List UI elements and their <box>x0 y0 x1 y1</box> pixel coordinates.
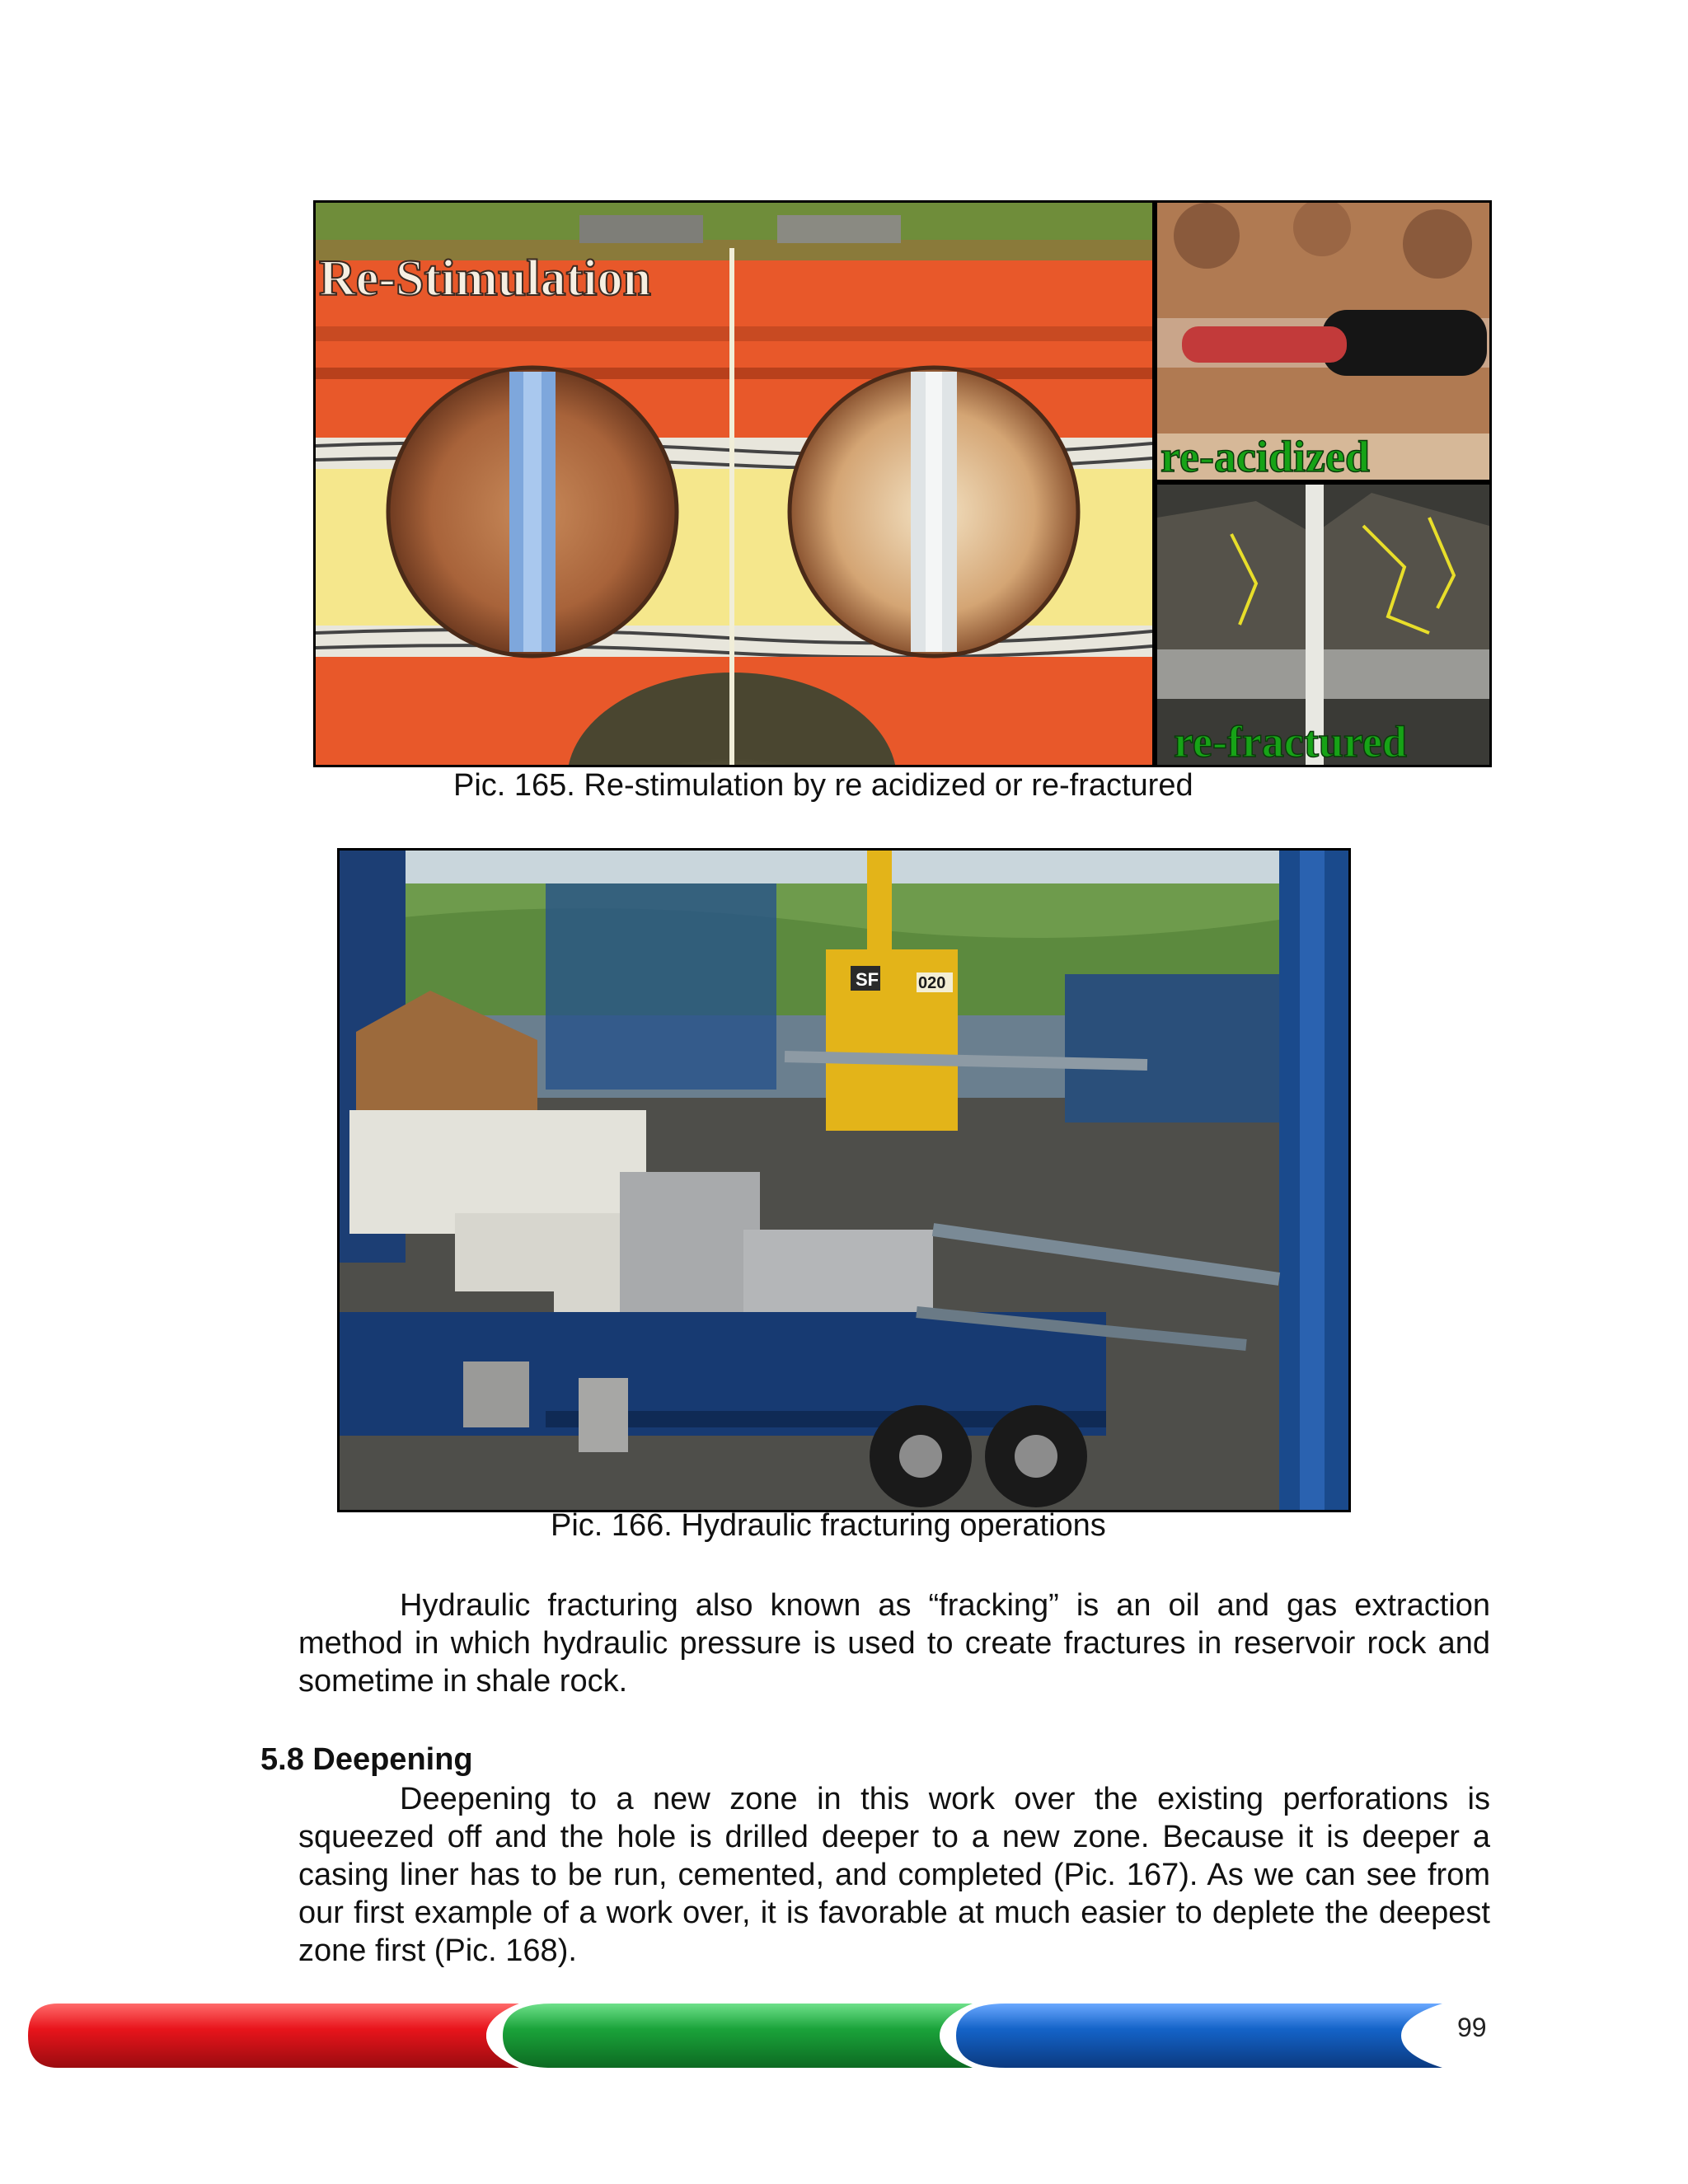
sign-unit-number: 020 <box>918 974 946 992</box>
re-stimulation-illustration <box>316 203 1152 765</box>
figure-166 <box>337 848 1351 1512</box>
re-acidized-illustration <box>1157 203 1489 480</box>
paragraph-deepening <box>298 1780 1490 1970</box>
hydraulic-fracturing-photo <box>340 851 1348 1510</box>
figure-165-caption: Pic. 165. Re-stimulation by re acidized or re-fractured <box>453 768 1193 803</box>
re-fractured-overlay-label: re-fractured <box>1174 717 1407 765</box>
sign-sf: SF <box>856 969 879 990</box>
footer-band-red <box>28 2004 519 2068</box>
figure-166-caption: Pic. 166. Hydraulic fracturing operations <box>551 1508 1106 1543</box>
re-acidized-overlay-label: re-acidized <box>1160 432 1370 480</box>
footer-band-green <box>503 2004 973 2068</box>
page-number: 99 <box>1457 2013 1487 2042</box>
figure-165 <box>313 200 1492 767</box>
paragraph-fracking <box>298 1586 1490 1700</box>
footer-color-band <box>25 1999 1475 2073</box>
re-stimulation-overlay-title: Re-Stimulation <box>319 251 651 307</box>
paragraph-deepening-text: Deepening to a new zone in this work over the existing perforations is squeezed off and the hole is drilled deeper to a new zone. Because it is deeper a casing liner has to be run, cemented, and completed (Pic. 167). As we can see from our first example of a work over, it is favorable at much easier to deplete the deepest zone first (Pic. 168). <box>298 1782 1490 1968</box>
re-fractured-illustration <box>1157 485 1489 765</box>
section-heading: 5.8 Deepening <box>260 1742 473 1777</box>
footer-band-blue <box>956 2004 1442 2068</box>
paragraph-fracking-text: Hydraulic fracturing also known as “fracking” is an oil and gas extraction method in which hydraulic pressure is used to create fractures in reservoir rock and sometime in shale rock. <box>298 1588 1490 1699</box>
